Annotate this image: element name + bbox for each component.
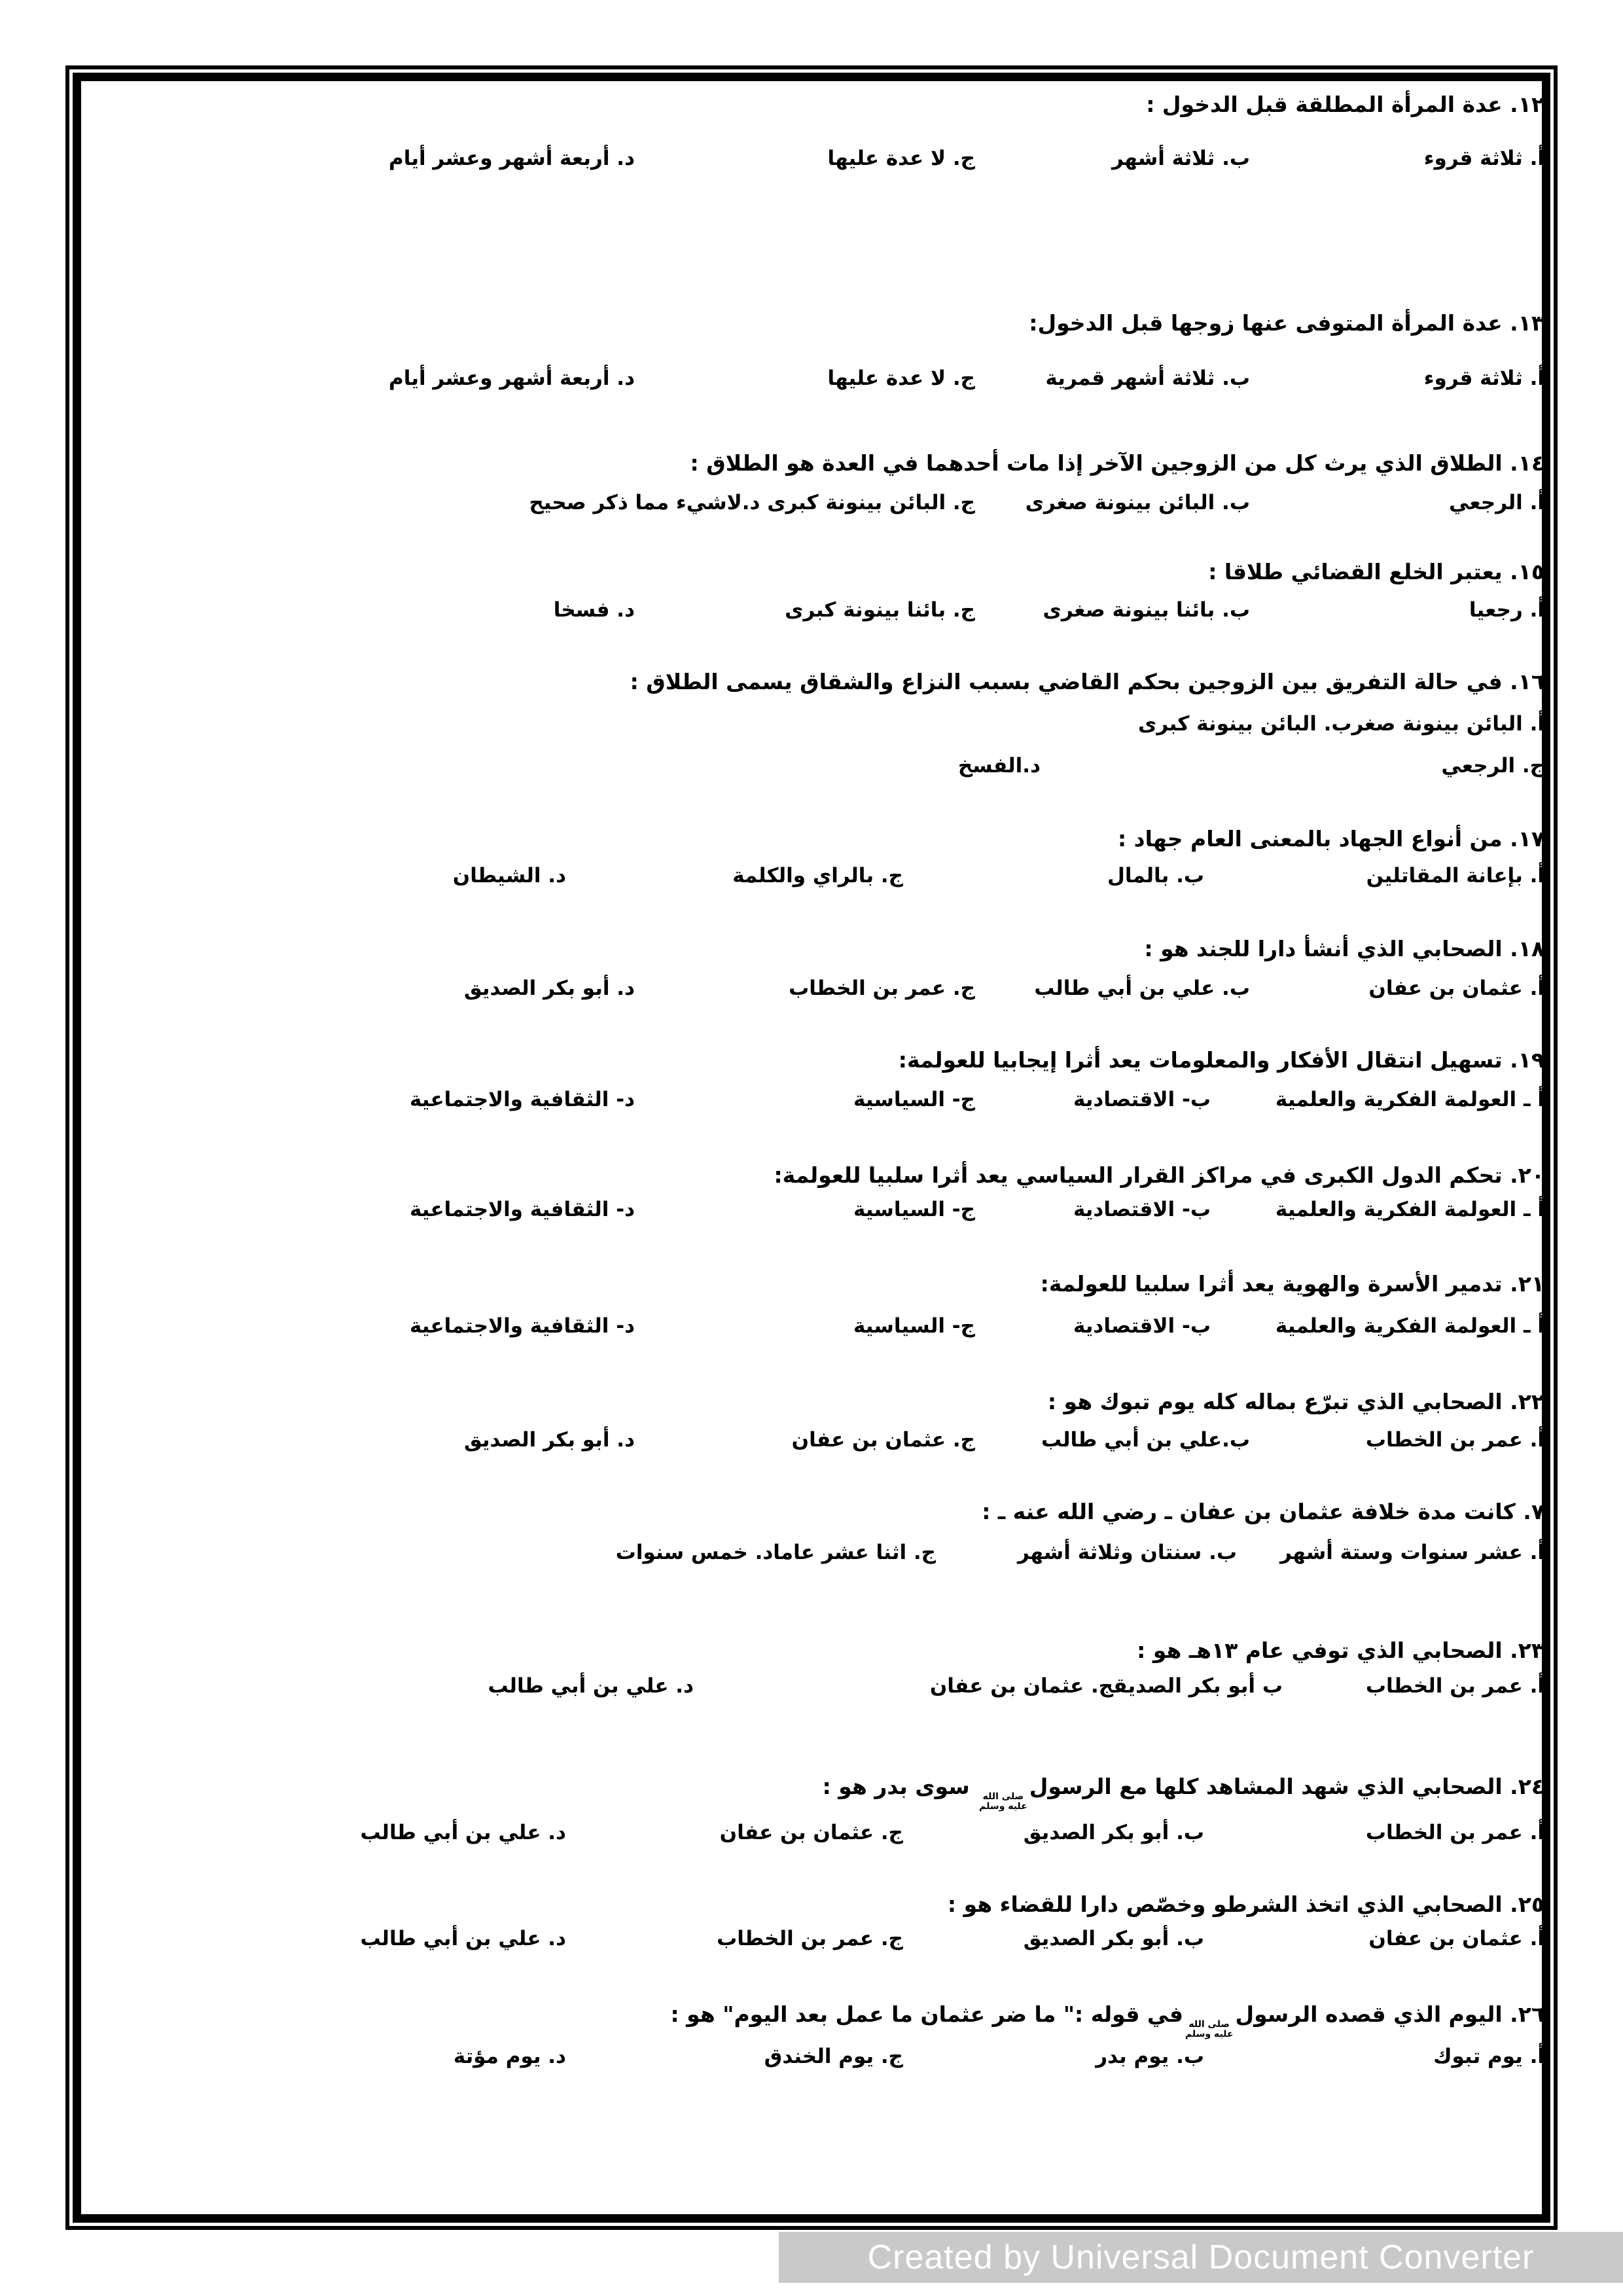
question-25: [88, 1890, 1544, 1950]
question-24-title-pre: ٢٤. الصحابي الذي شهد المشاهد كلها مع الرسول: [1029, 1774, 1544, 1799]
question-13-title: ١٣. عدة المرأة المتوفى عنها زوجها قبل الدخول:: [1029, 310, 1544, 336]
question-14-title: ١٤. الطلاق الذي يرث كل من الزوجين الآخر إذا مات أحدهما في العدة هو الطلاق :: [690, 450, 1544, 476]
question-16-option-d: د.الفسخ: [957, 754, 1041, 778]
question-19-title: ١٩. تسهيل انتقال الأفكار والمعلومات يعد أثرا إيجابيا للعولمة:: [898, 1047, 1544, 1073]
question-7: [88, 1498, 1544, 1564]
question-19-option-c: ج- السياسية: [853, 1088, 975, 1111]
question-19-options: [88, 1086, 1544, 1114]
question-22-option-c: ج. عثمان بن عفان: [791, 1428, 975, 1452]
question-22-option-b: ب.علي بن أبي طالب: [1041, 1428, 1250, 1452]
question-18-option-a: أ. عثمان بن عفان: [1368, 977, 1544, 1000]
question-26-title-pre: ٢٦. اليوم الذي قصده الرسول: [1235, 2001, 1544, 2027]
question-20: [88, 1161, 1544, 1221]
question-17-option-c: ج. بالراي والكلمة: [732, 864, 903, 888]
question-26-option-c: ج. يوم الخندق: [764, 2045, 903, 2068]
question-25-option-c: ج. عمر بن الخطاب: [717, 1927, 903, 1950]
question-18-option-d: د. أبو بكر الصديق: [463, 977, 635, 1000]
question-18-options: [88, 975, 1544, 1003]
question-17-title: ١٧. من أنواع الجهاد بالمعنى العام جهاد :: [1117, 826, 1544, 852]
question-7-options: [88, 1539, 1544, 1567]
question-20-option-c: ج- السياسية: [853, 1198, 975, 1221]
question-14-option-cd: ج. البائن بينونة كبرى د.لاشيء مما ذكر صحيح: [529, 491, 975, 514]
question-18-title: ١٨. الصحابي الذي أنشأ دارا للجند هو :: [1144, 936, 1544, 961]
watermark-bar: [779, 2232, 1623, 2283]
question-14: [88, 449, 1544, 514]
question-15-title: ١٥. يعتبر الخلع القضائي طلاقا :: [1208, 559, 1544, 584]
question-18-option-c: ج. عمر بن الخطاب: [789, 977, 975, 1000]
question-17: [88, 825, 1544, 888]
question-13-option-c: ج. لا عدة عليها: [827, 367, 975, 390]
question-7-option-cd: ج. اثنا عشر عاماد. خمس سنوات: [615, 1541, 936, 1564]
question-17-option-b: ب. بالمال: [1107, 864, 1204, 888]
question-19-option-d: د- الثقافية والاجتماعية: [409, 1088, 635, 1111]
question-21-option-b: ب- الاقتصادية: [1073, 1314, 1211, 1338]
question-24-option-c: ج. عثمان بن عفان: [719, 1821, 903, 1844]
pbuh-top: صلى الله: [982, 1791, 1024, 1802]
question-16-option-c: ج. الرجعي: [1441, 754, 1544, 778]
question-23-option-a: أ. عمر بن الخطاب: [1365, 1674, 1544, 1698]
question-25-option-b: ب. أبو بكر الصديق: [1023, 1927, 1204, 1950]
watermark-text: Created by Universal Document Converter: [867, 2238, 1535, 2276]
question-20-option-a: أ ـ العولمة الفكرية والعلمية: [1275, 1198, 1544, 1221]
question-26-option-b: ب. يوم بدر: [1096, 2045, 1204, 2068]
question-15-option-b: ب. بائنا بينونة صغرى: [1043, 598, 1250, 622]
question-18: [88, 935, 1544, 1000]
question-17-option-a: أ. بإعانة المقاتلين: [1366, 864, 1544, 888]
question-26-option-d: د. يوم مؤتة: [453, 2045, 566, 2068]
question-22-option-d: د. أبو بكر الصديق: [463, 1428, 635, 1452]
question-15-option-a: أ. رجعيا: [1469, 598, 1544, 622]
question-19: [88, 1046, 1544, 1111]
question-26-option-a: أ. يوم تبوك: [1433, 2045, 1544, 2068]
question-7-option-a: أ. عشر سنوات وستة أشهر: [1280, 1541, 1544, 1564]
question-7-title: ٧. كانت مدة خلافة عثمان بن عفان ـ رضي الله عنه ـ :: [982, 1499, 1544, 1524]
question-20-options: [88, 1196, 1544, 1224]
question-12-option-a: أ. ثلاثة قروء: [1423, 147, 1544, 170]
question-15-options: [88, 597, 1544, 624]
question-25-option-d: د. علي بن أبي طالب: [360, 1927, 566, 1950]
question-16-title: ١٦. في حالة التفريق بين الزوجين بحكم القاضي بسبب النزاع والشقاق يسمى الطلاق :: [630, 669, 1544, 694]
question-21-option-c: ج- السياسية: [853, 1314, 975, 1338]
question-25-option-a: أ. عثمان بن عفان: [1368, 1927, 1544, 1950]
question-18-option-b: ب. علي بن أبي طالب: [1034, 977, 1250, 1000]
question-14-options: [88, 490, 1544, 517]
question-24-option-b: ب. أبو بكر الصديق: [1023, 1821, 1204, 1844]
question-26-title-post: في قوله :" ما ضر عثمان ما عمل بعد اليوم" هو :: [670, 2001, 1183, 2027]
question-20-title: ٢٠. تحكم الدول الكبرى في مراكز القرار السياسي يعد أثرا سلبيا للعولمة:: [774, 1162, 1544, 1188]
question-21-option-d: د- الثقافية والاجتماعية: [409, 1314, 635, 1338]
question-21-options: [88, 1313, 1544, 1340]
pbuh-top: صلى الله: [1188, 2019, 1230, 2030]
question-24-title-post: سوى بدر هو :: [822, 1774, 978, 1799]
question-14-option-b: ب. البائن بينونة صغرى: [1025, 491, 1250, 514]
question-19-option-b: ب- الاقتصادية: [1073, 1088, 1211, 1111]
question-23-options: [88, 1673, 1544, 1700]
question-23-option-bc: ب أبو بكر الصديقج. عثمان بن عفان: [929, 1674, 1283, 1698]
question-26: [88, 2000, 1544, 2068]
question-14-option-a: أ. الرجعي: [1449, 491, 1544, 514]
question-24-option-d: د. علي بن أبي طالب: [360, 1821, 566, 1844]
question-23: [88, 1636, 1544, 1698]
question-22-options: [88, 1427, 1544, 1454]
question-16: [88, 668, 1544, 778]
question-24-options: [88, 1820, 1544, 1847]
question-12-options: [88, 145, 1544, 173]
question-23-option-d: د. علي بن أبي طالب: [488, 1674, 694, 1698]
question-21-title: ٢١. تدمير الأسرة والهوية يعد أثرا سلبيا للعولمة:: [1040, 1271, 1544, 1297]
question-7-option-b: ب. سنتان وثلاثة أشهر: [1018, 1541, 1237, 1564]
question-23-title: ٢٣. الصحابي الذي توفي عام ١٣هـ هو :: [1137, 1638, 1544, 1663]
question-15-option-d: د. فسخا: [553, 598, 635, 622]
question-26-options: [88, 2043, 1544, 2071]
pbuh-mark: [979, 1792, 1027, 1812]
questions-area: [88, 0, 1544, 2296]
question-12-option-b: ب. ثلاثة أشهر: [1112, 147, 1250, 170]
question-13-option-b: ب. ثلاثة أشهر قمرية: [1045, 367, 1250, 390]
question-24-title: [88, 1772, 1544, 1812]
question-17-options: [88, 863, 1544, 890]
question-25-title: ٢٥. الصحابي الذي اتخذ الشرطو وخصّص دارا للقضاء هو :: [947, 1892, 1544, 1917]
question-12-title: ١٢. عدة المرأة المطلقة قبل الدخول :: [1146, 92, 1544, 117]
question-16-option-ab: أ. البائن بينونة صغرب. البائن بينونة كبرى: [1137, 712, 1544, 736]
question-13-option-d: د. أربعة أشهر وعشر أيام: [388, 367, 635, 390]
question-12-option-d: د. أربعة أشهر وعشر أيام: [388, 147, 635, 170]
question-16-options-row2: [88, 753, 1544, 780]
question-12-option-c: ج. لا عدة عليها: [827, 147, 975, 170]
question-21-option-a: أ ـ العولمة الفكرية والعلمية: [1275, 1314, 1544, 1338]
question-21: [88, 1270, 1544, 1338]
question-13-option-a: أ. ثلاثة قروء: [1423, 367, 1544, 390]
question-22-title: ٢٢. الصحابي الذي تبرّع بماله كله يوم تبوك هو :: [1047, 1389, 1544, 1414]
question-20-option-d: د- الثقافية والاجتماعية: [409, 1198, 635, 1221]
pbuh-bottom: عليه وسلم: [1185, 2029, 1234, 2040]
question-13-options: [88, 365, 1544, 393]
question-16-options-row1: [88, 711, 1544, 738]
question-15: [88, 558, 1544, 622]
question-22: [88, 1388, 1544, 1452]
question-24: [88, 1772, 1544, 1844]
question-17-option-d: د. الشيطان: [452, 864, 566, 888]
question-13: [88, 309, 1544, 390]
question-24-option-a: أ. عمر بن الخطاب: [1365, 1821, 1544, 1844]
question-12: [88, 90, 1544, 170]
question-25-options: [88, 1926, 1544, 1953]
question-15-option-c: ج. بائنا بينونة كبرى: [785, 598, 975, 622]
pbuh-mark: [1185, 2020, 1234, 2040]
question-22-option-a: أ. عمر بن الخطاب: [1365, 1428, 1544, 1452]
question-26-title: [88, 2000, 1544, 2040]
question-20-option-b: ب- الاقتصادية: [1073, 1198, 1211, 1221]
pbuh-bottom: عليه وسلم: [979, 1801, 1027, 1812]
question-19-option-a: أ ـ العولمة الفكرية والعلمية: [1275, 1088, 1544, 1111]
